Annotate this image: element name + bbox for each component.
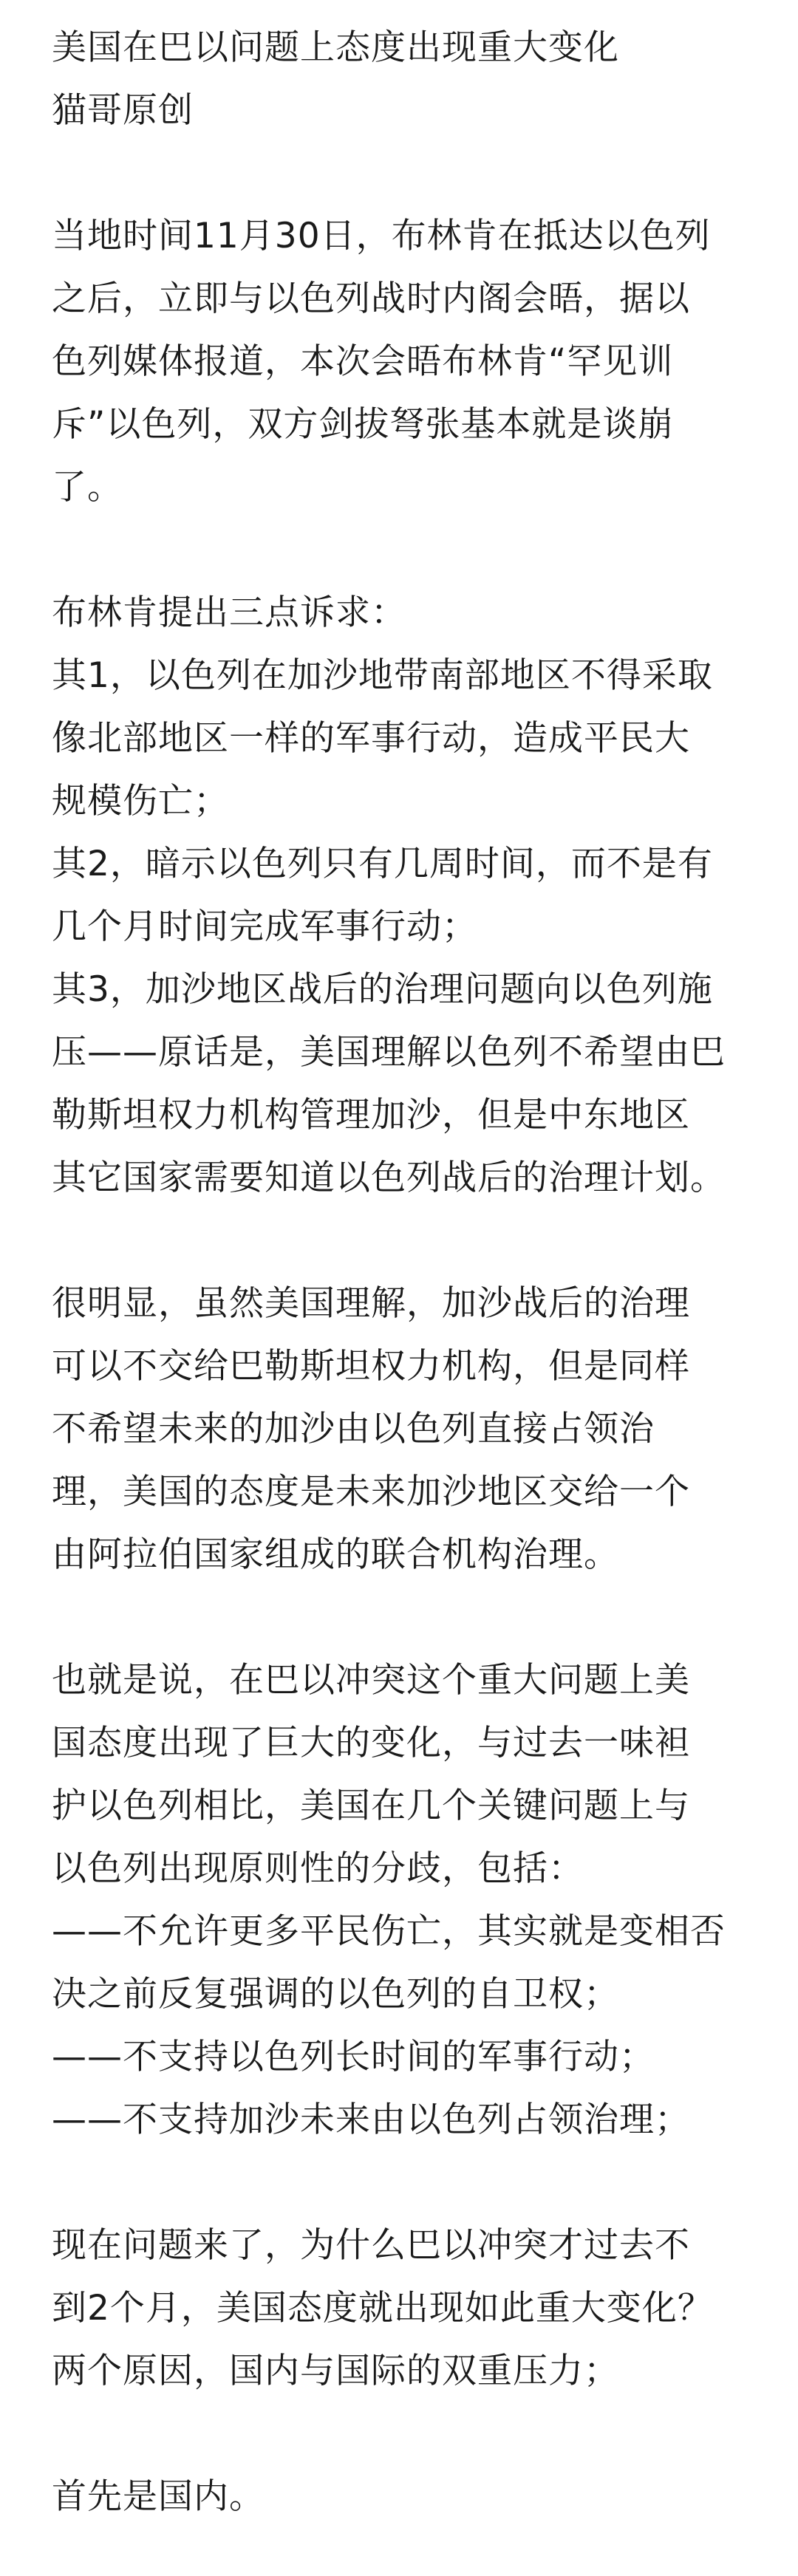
text-line: ——不支持加沙未来由以色列占领治理； — [52, 2100, 690, 2140]
article-title: 美国在巴以问题上态度出现重大变化 — [52, 27, 619, 68]
text-line: 其3，加沙地区战后的治理问题向以色列施 — [52, 969, 713, 1010]
text-line: 其它国家需要知道以色列战后的治理计划。 — [52, 1158, 726, 1198]
paragraph-gap — [52, 2151, 746, 2214]
text-line: 由阿拉伯国家组成的联合机构治理。 — [52, 1534, 619, 1575]
text-line: 理，美国的态度是未来加沙地区交给一个 — [52, 1472, 690, 1512]
text-line: 色列媒体报道，本次会晤布林肯“罕见训 — [52, 341, 674, 382]
text-line: 首先是国内。 — [52, 2476, 265, 2517]
text-line: 可以不交给巴勒斯坦权力机构，但是同样 — [52, 1346, 690, 1387]
article-author: 猫哥原创 — [52, 90, 194, 131]
text-line: 以色列出现原则性的分歧，包括： — [52, 1848, 584, 1889]
text-line: 规模伤亡； — [52, 781, 229, 821]
text-line: 很明显，虽然美国理解，加沙战后的治理 — [52, 1283, 690, 1324]
text-line: 到2个月，美国态度就出现如此重大变化？ — [52, 2288, 713, 2329]
text-line: 其2，暗示以色列只有几周时间，而不是有 — [52, 844, 713, 884]
text-line: ——不支持以色列长时间的军事行动； — [52, 2037, 655, 2077]
text-line: 其1，以色列在加沙地带南部地区不得采取 — [52, 655, 713, 696]
text-line: 国态度出现了巨大的变化，与过去一味袒 — [52, 1723, 690, 1763]
text-line: ——不允许更多平民伤亡，其实就是变相否 — [52, 1911, 726, 1952]
text-line: 几个月时间完成军事行动； — [52, 906, 477, 947]
text-line: 护以色列相比，美国在几个关键问题上与 — [52, 1786, 690, 1826]
paragraph-gap — [52, 519, 746, 581]
text-line: 决之前反复强调的以色列的自卫权； — [52, 1974, 619, 2015]
paragraph-gap — [52, 142, 746, 205]
paragraph-gap — [52, 2402, 746, 2465]
text-line: 之后，立即与以色列战时内阁会晤，据以 — [52, 279, 690, 319]
text-line: 斥”以色列，双方剑拔弩张基本就是谈崩 — [52, 404, 674, 445]
text-line: 不希望未来的加沙由以色列直接占领治 — [52, 1409, 655, 1449]
article-body — [52, 205, 746, 2528]
text-line: 现在问题来了，为什么巴以冲突才过去不 — [52, 2225, 690, 2266]
text-line: 两个原因，国内与国际的双重压力； — [52, 2351, 619, 2391]
paragraph-gap — [52, 1586, 746, 1649]
text-line: 压——原话是，美国理解以色列不希望由巴 — [52, 1032, 726, 1073]
text-line: 布林肯提出三点诉求： — [52, 592, 406, 633]
text-line: 了。 — [52, 467, 123, 508]
text-line: 也就是说，在巴以冲突这个重大问题上美 — [52, 1660, 690, 1701]
paragraph-gap — [52, 1209, 746, 1272]
text-line: 像北部地区一样的军事行动，造成平民大 — [52, 718, 690, 759]
text-line: 勒斯坦权力机构管理加沙，但是中东地区 — [52, 1095, 690, 1135]
text-line: 当地时间11月30日，布林肯在抵达以色列 — [52, 216, 711, 256]
